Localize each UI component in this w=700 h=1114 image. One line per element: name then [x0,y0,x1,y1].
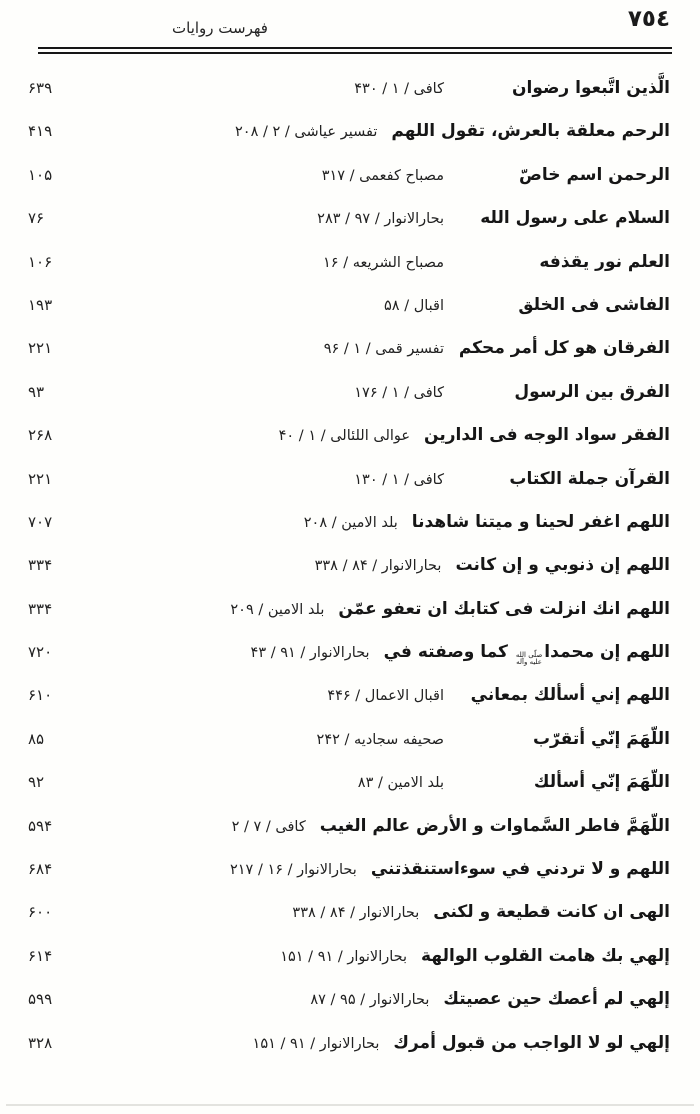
narration-text: الفرق بين الرسول [514,381,670,402]
page-reference: ۵۹۴ [28,816,53,835]
page-reference: ۷۲۰ [28,643,53,662]
source-citation: كافى / ۷ / ۲ [231,818,306,835]
narration-text: العلم نور يقذفه [539,251,670,272]
page-reference: ۷۰۷ [28,512,53,531]
narration-entry-cell [458,252,670,272]
source-citation: بحارالانوار / ۹۱ / ۱۵۱ [252,1035,380,1052]
index-row [28,338,670,381]
page-reference: ۳۳۴ [28,599,53,618]
narration-text: الفاشى فى الخلق [518,294,670,315]
narration-entry-cell [458,729,670,749]
narration-text: إلهي بك هامت القلوب الوالهة [421,945,670,966]
page-reference: ۴۱۹ [28,122,53,141]
narration-entry-cell [393,1033,670,1053]
narration-entry-cell [421,946,670,966]
index-row [28,382,670,425]
index-row [28,772,670,815]
page-reference: ۶۳۹ [28,79,53,97]
source-citation: صحيفه سجاديه / ۲۴۲ [316,731,444,748]
narration-entry-cell [443,989,670,1009]
index-row [28,599,670,642]
narration-entry-cell [455,555,670,575]
narration-entry-cell [458,295,670,315]
source-citation: بلد الامين / ۲۰۸ [303,514,398,531]
narrations-index-table [28,78,670,1076]
source-citation: بحارالانوار / ۹۱ / ۱۵۱ [280,948,408,965]
source-citation: بحارالانوار / ۱۶ / ۲۱۷ [229,862,357,879]
source-citation: مصباح كفعمى / ۳۱۷ [321,167,444,184]
narration-entry-cell [391,121,670,141]
index-row [28,1033,670,1076]
narration-text: الرحمن اسم خاصّ [519,164,670,185]
source-citation: كافى / ۱ / ۱۷۶ [354,384,444,401]
index-row [28,208,670,251]
page-reference: ۷۶ [28,209,45,228]
narration-text: الرحم معلقة بالعرش، تقول اللهم [391,121,670,142]
narration-text: الَّذين اتَّبعوا رضوان [512,78,670,98]
narration-entry-cell [458,208,670,228]
honorific-line-2: عليه وآله [516,658,542,667]
page-reference: ۵۹۹ [28,990,53,1009]
index-row [28,295,670,338]
source-citation: تفسير عياشى / ۲ / ۲۰۸ [235,124,378,141]
narration-text: اللّهَمَ إنّي أتقرّب [532,728,670,749]
source-citation: بلد الامين / ۸۳ [357,775,444,792]
index-row [28,512,670,555]
source-citation: بحارالانوار / ۹۱ / ۴۳ [250,645,370,662]
index-row [28,902,670,945]
index-row [28,469,670,512]
narration-text: اللهم و لا تردني في سوءاستنقذتني [370,859,670,880]
index-row [28,121,670,164]
source-citation: كافى / ۱ / ۴۳۰ [354,81,444,97]
page-reference: ۱۹۳ [28,295,53,314]
narration-entry-cell [338,599,670,619]
index-row [28,685,670,728]
scan-edge-artifact [6,1104,694,1106]
source-citation: اقبال الاعمال / ۴۴۶ [327,688,444,705]
source-citation: تفسير قمى / ۱ / ۹۶ [323,341,444,358]
index-row [28,859,670,902]
page-reference: ۹۳ [28,382,45,401]
narration-entry-cell [458,338,670,358]
narration-text: إلهي لو لا الواجب من قبول أمرك [393,1032,670,1053]
page-reference: ۶۱۰ [28,686,53,705]
narration-text: اللهم إن ذنوبي و إن كانت [455,555,670,576]
narration-text: اللهم انك انزلت فى كتابك ان تعفو عمّن [338,598,670,619]
page-reference: ۱۰۶ [28,252,53,271]
page-reference: ۶۰۰ [28,903,53,922]
page-reference: ۸۵ [28,729,45,748]
page-reference: ۲۲۱ [28,339,53,358]
page-reference: ۲۶۸ [28,426,53,445]
narration-text: اللّهَمَّ فاطر السَّماوات و الأرض عالم الغيب [319,815,670,836]
source-citation: مصباح الشريعه / ۱۶ [323,254,444,271]
page-number: ٧٥٤ [627,6,670,32]
index-row [28,555,670,598]
narration-text: اللّهَمَ إنّي أسألك [533,772,670,793]
narration-text: الفقر سواد الوجه فى الدارين [424,425,670,446]
page-reference: ۳۳۴ [28,556,53,575]
running-title: فهرست روايات [172,19,268,37]
index-row [28,425,670,468]
narration-entry-cell [458,469,670,489]
narration-text: اللهم إن محمدا [544,642,670,663]
narration-text: السلام على رسول الله [480,208,670,229]
source-citation: اقبال / ۵۸ [384,297,444,314]
narration-entry-cell [433,902,670,922]
narration-entry-cell [424,425,670,445]
page-reference: ۶۸۴ [28,860,53,879]
index-row [28,165,670,208]
page-reference: ۳۲۸ [28,1033,53,1052]
index-row [28,642,670,685]
source-citation: بحارالانوار / ۹۷ / ۲۸۳ [317,211,444,228]
narration-text-after: كما وصفته في [383,642,514,663]
page-reference: ۱۰۵ [28,165,53,184]
index-row [28,946,670,989]
narration-entry-cell [320,816,670,836]
narration-text: اللهم إني أسألك بمعاني [470,685,670,706]
index-row [28,252,670,295]
narration-entry-cell [458,382,670,402]
narration-entry-cell [458,165,670,185]
source-citation: بحارالانوار / ۸۴ / ۳۳۸ [314,558,442,575]
salawat-honorific-mark [516,652,542,667]
narration-text: اللهم اغفر لحينا و ميتنا شاهدنا [411,511,670,532]
narration-entry-cell [412,512,670,532]
source-citation: بحارالانوار / ۹۵ / ۸۷ [310,992,430,1009]
narration-text: إلهي لم أعصك حين عصيتك [443,989,670,1010]
narration-entry-cell [458,685,670,705]
header-rule [38,47,672,54]
page-reference: ۲۲۱ [28,469,53,488]
index-row [28,729,670,772]
narration-entry-cell [458,772,670,792]
index-row [28,816,670,859]
source-citation: كافى / ۱ / ۱۳۰ [354,471,444,488]
index-row [28,78,670,121]
honorific-line-1: صلّى الله [515,650,543,659]
source-citation: عوالى اللئالى / ۱ / ۴۰ [278,428,411,445]
narration-text: القرآن جملة الكتاب [509,468,670,489]
narration-text: الفرقان هو كل أمر محكم [458,338,670,359]
source-citation: بلد الامين / ۲۰۹ [230,601,325,618]
narration-entry-cell [458,78,670,98]
page-reference: ۶۱۴ [28,946,53,965]
narration-entry-cell [371,859,670,879]
index-row [28,989,670,1032]
narration-entry-cell [384,642,670,666]
source-citation: بحارالانوار / ۸۴ / ۳۳۸ [292,905,420,922]
narration-text: الهى ان كانت قطيعة و لكنى [433,902,670,923]
page-reference: ۹۲ [28,773,45,792]
